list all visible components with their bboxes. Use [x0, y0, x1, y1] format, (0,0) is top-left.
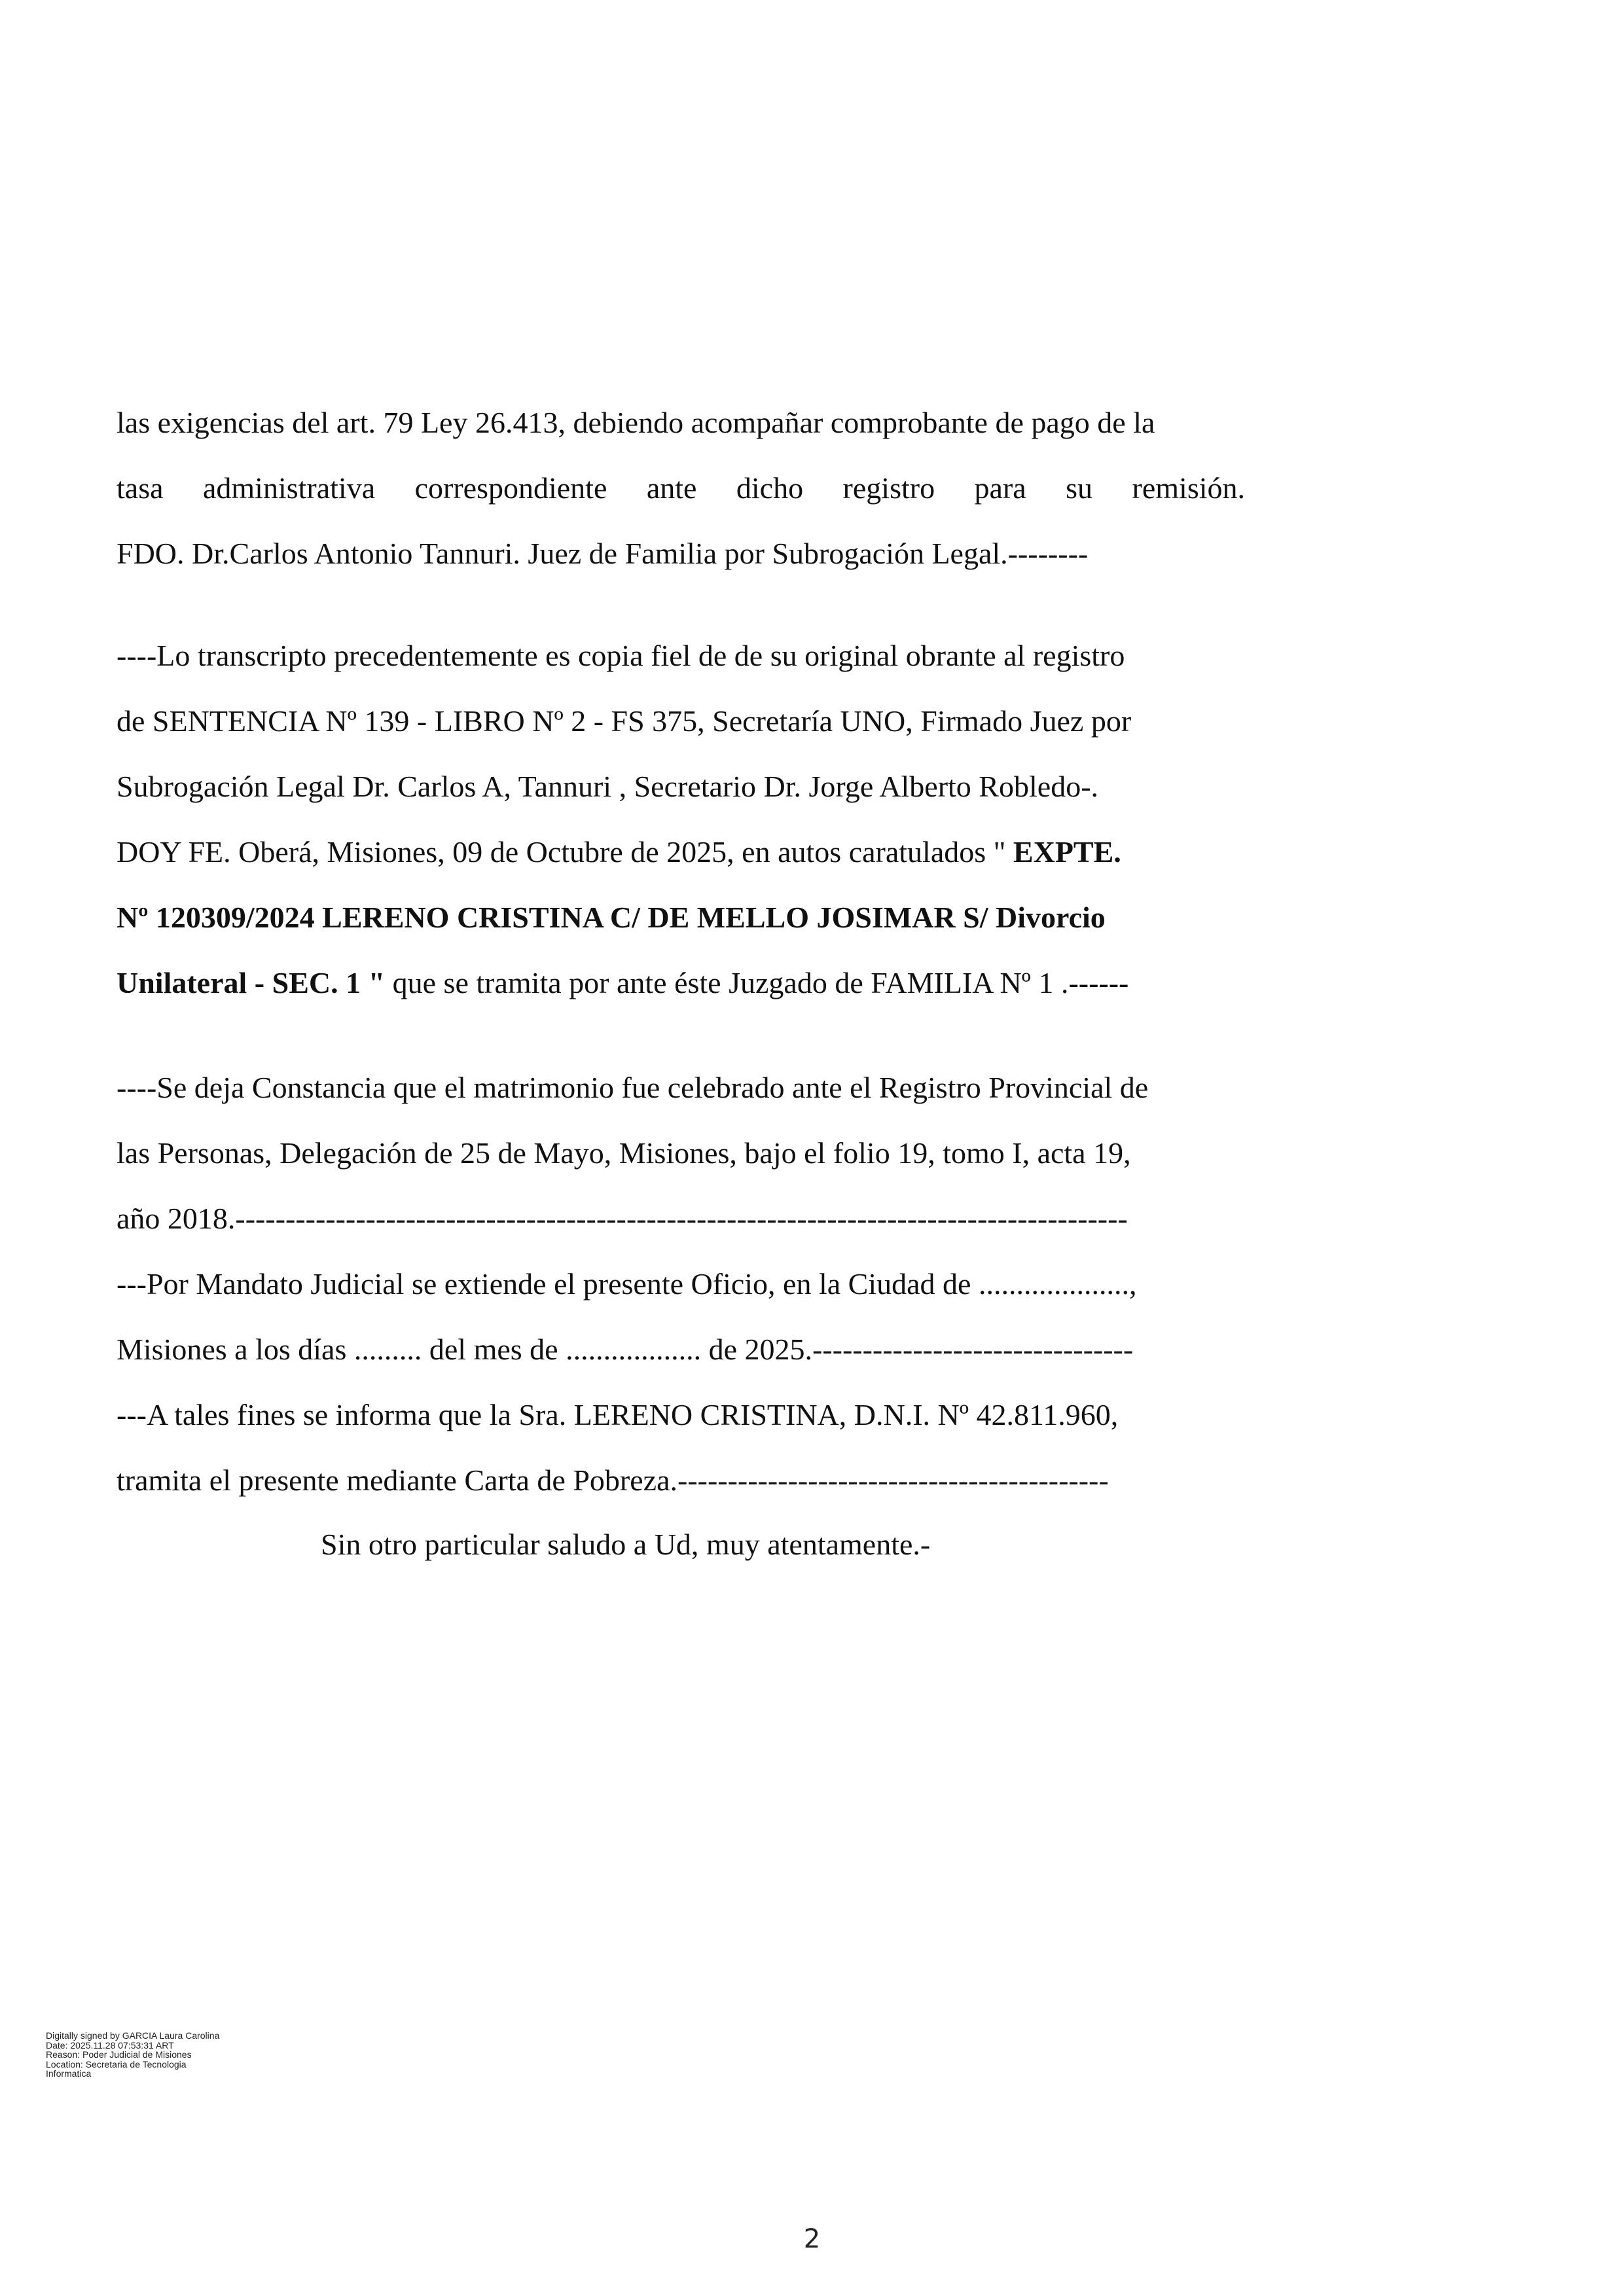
paragraph-line: tasa administrativa correspondiente ante dicho registro para su remisión. [117, 471, 1245, 505]
paragraph-line-with-expte [117, 819, 1245, 885]
signature-date: Date: 2025.11.28 07:53:31 ART [46, 2039, 174, 2051]
paragraph-1 [117, 390, 1245, 586]
paragraph-line-text: DOY FE. Oberá, Misiones, 09 de Octubre de 2025, en autos caratulados " [117, 835, 1013, 869]
paragraph-line: las Personas, Delegación de 25 de Mayo, Misiones, bajo el folio 19, tomo I, acta 19, [117, 1136, 1131, 1170]
case-title-end: Unilateral - SEC. 1 " [117, 966, 386, 999]
paragraph-line: ----Lo transcripto precedentemente es copia fiel de de su original obrante al registro [117, 639, 1125, 672]
case-number-label: EXPTE. [1013, 835, 1121, 869]
signature-location: Location: Secretaria de Tecnologia [46, 2058, 187, 2070]
paragraph-line: tramita el presente mediante Carta de Pobreza.------------------------------------------- [117, 1463, 1109, 1497]
paragraph-line: ---A tales fines se informa que la Sra. LERENO CRISTINA, D.N.I. Nº 42.811.960, [117, 1398, 1119, 1431]
paragraph-line-with-case-end [117, 950, 1245, 1016]
signature-reason: Reason: Poder Judicial de Misiones [46, 2049, 192, 2060]
paragraph-line: las exigencias del art. 79 Ley 26.413, debiendo acompañar comprobante de pago de la [117, 406, 1155, 439]
paragraph-line: Misiones a los días ......... del mes de .................. de 2025.-------------------------------- [117, 1333, 1134, 1366]
signature-location-cont: Informatica [46, 2068, 92, 2079]
paragraph-line: año 2018.----------------------------------------------------------------------------------------- [117, 1202, 1128, 1235]
paragraph-line-text: que se tramita por ante éste Juzgado de FAMILIA Nº 1 .------ [385, 966, 1129, 999]
paragraph-3 [117, 1055, 1245, 1513]
paragraph-line: ----Se deja Constancia que el matrimonio fue celebrado ante el Registro Provincial de [117, 1071, 1149, 1104]
paragraph-line: Subrogación Legal Dr. Carlos A, Tannuri , Secretario Dr. Jorge Alberto Robledo-. [117, 770, 1099, 803]
closing-line: Sin otro particular saludo a Ud, muy atentamente.- [321, 1528, 931, 1561]
signature-signer: Digitally signed by GARCIA Laura Carolina [46, 2030, 220, 2041]
page-number: 2 [803, 2224, 821, 2254]
paragraph-line: de SENTENCIA Nº 139 - LIBRO Nº 2 - FS 375, Secretaría UNO, Firmado Juez por [117, 704, 1132, 738]
paragraph-2 [117, 623, 1245, 1016]
paragraph-line: ---Por Mandato Judicial se extiende el presente Oficio, en la Ciudad de ...................., [117, 1267, 1137, 1300]
digital-signature [46, 2031, 219, 2079]
paragraph-line: FDO. Dr.Carlos Antonio Tannuri. Juez de Familia por Subrogación Legal.-------- [117, 537, 1089, 570]
case-title: Nº 120309/2024 LERENO CRISTINA C/ DE MELLO JOSIMAR S/ Divorcio [117, 901, 1106, 934]
